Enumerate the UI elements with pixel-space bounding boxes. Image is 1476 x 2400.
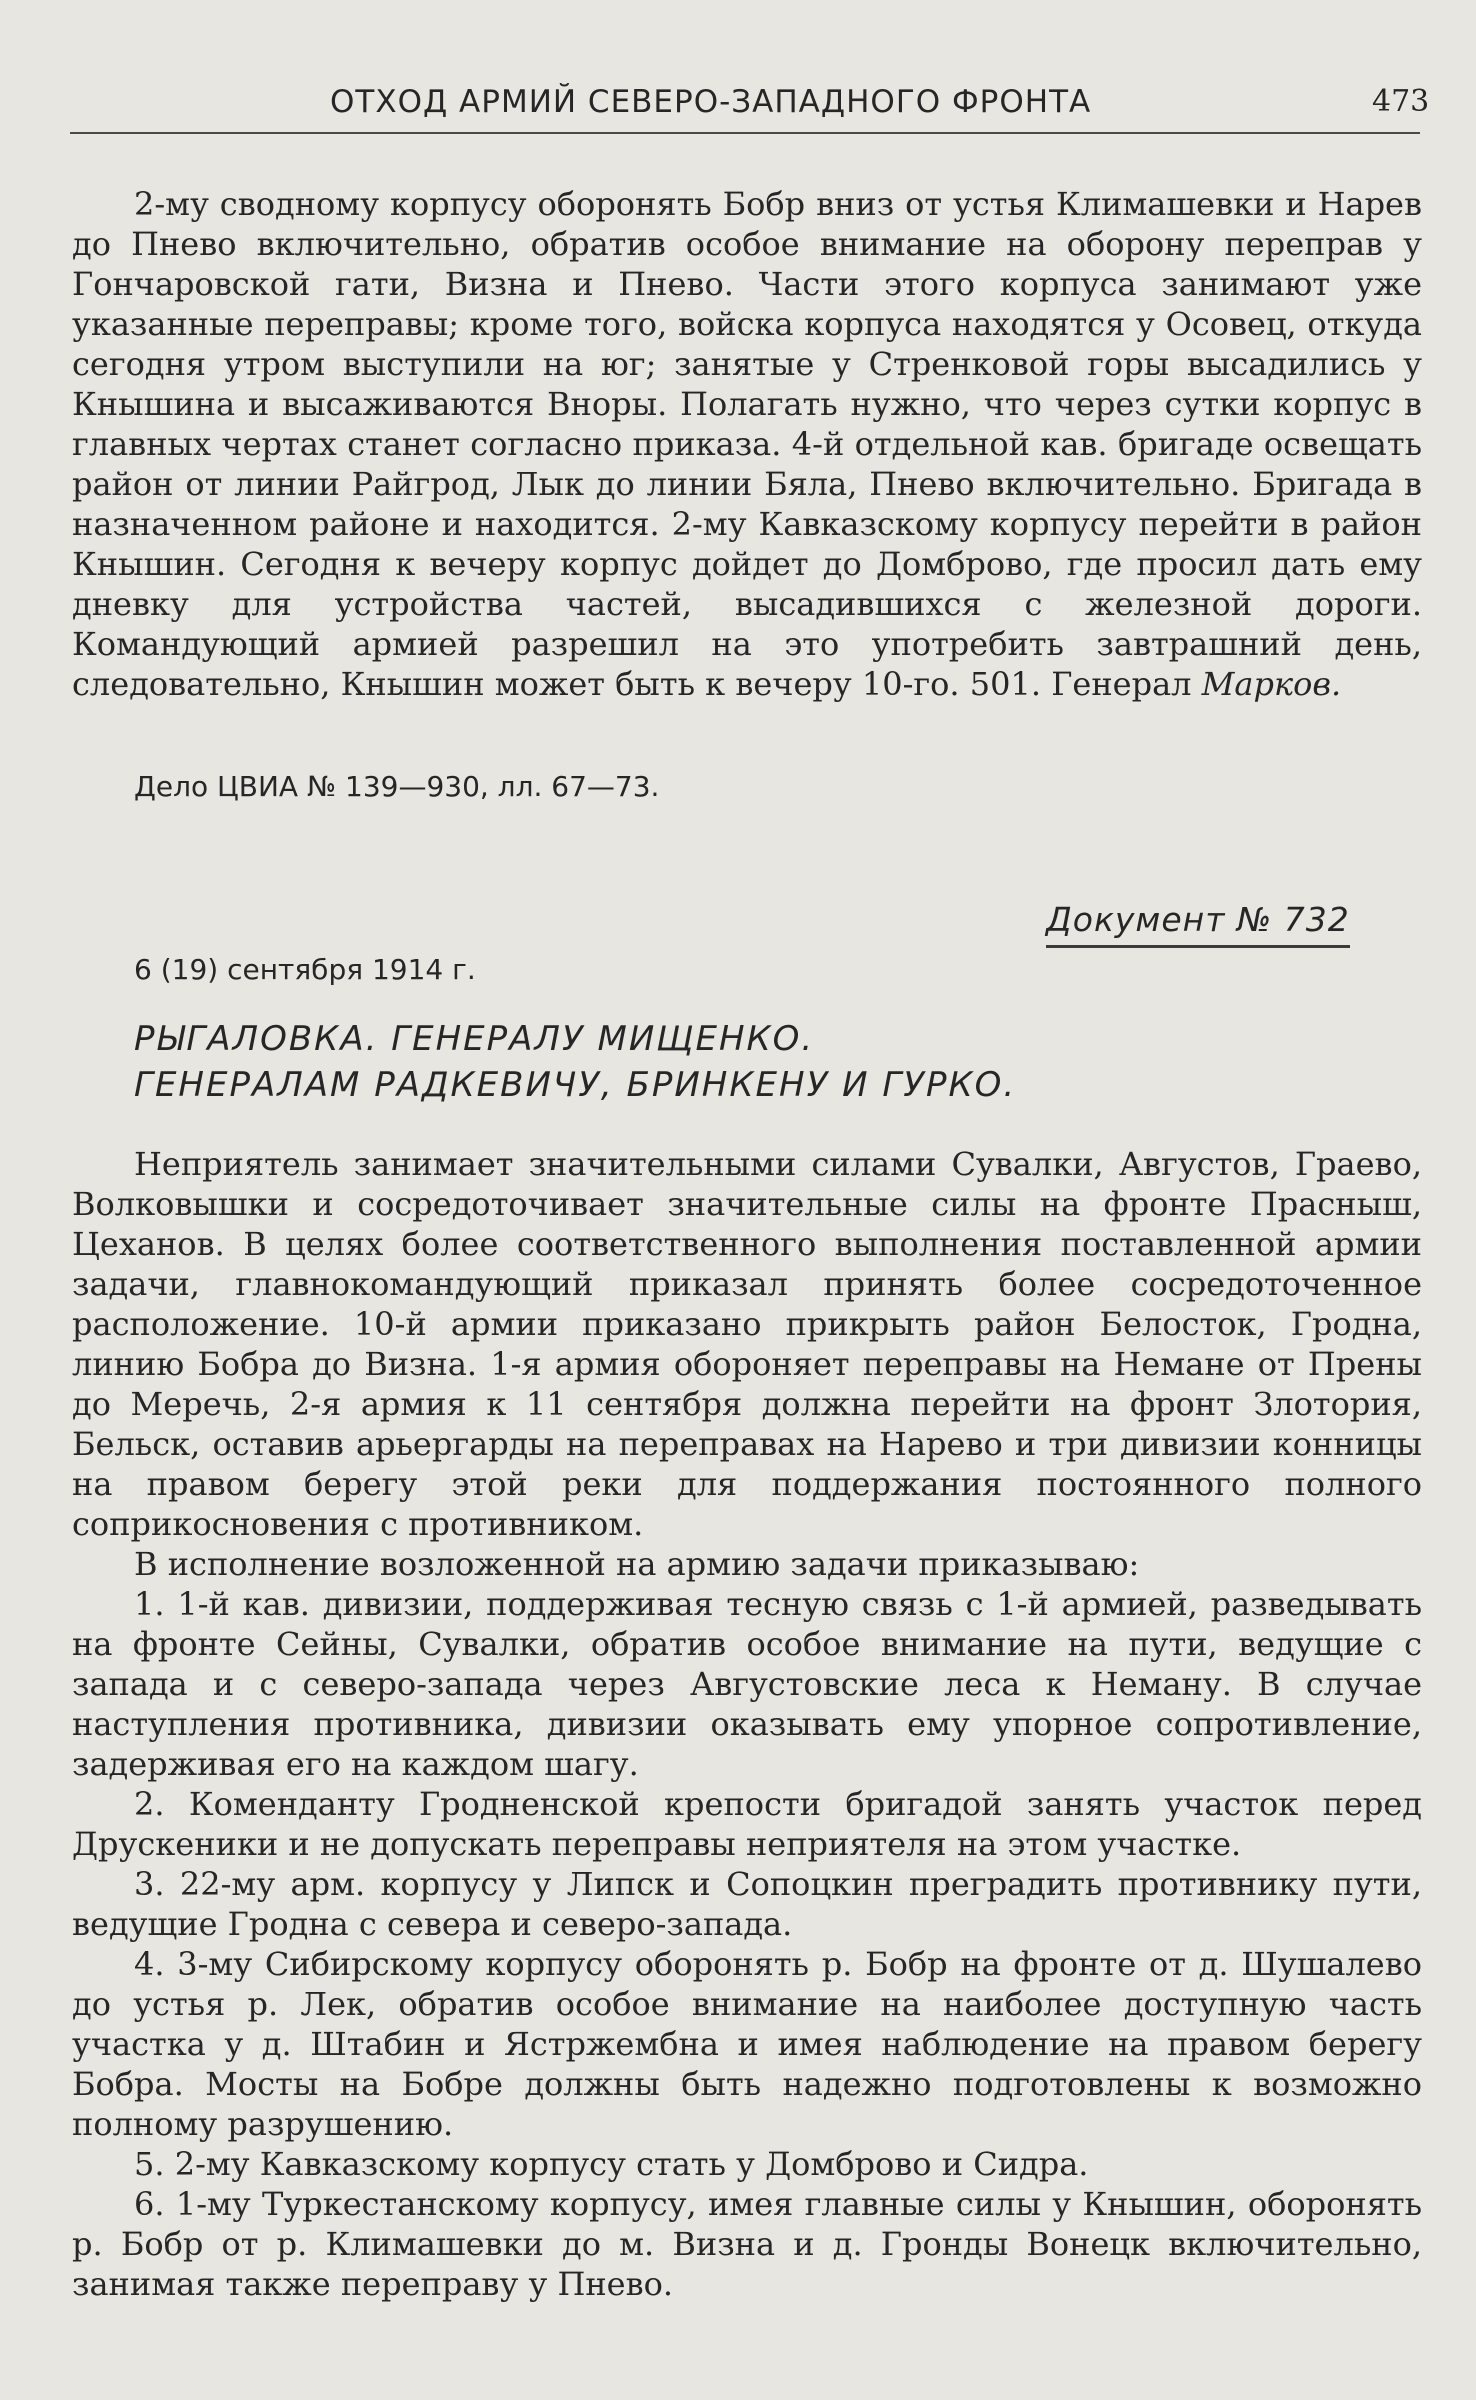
order-item: 6. 1-му Туркестанскому корпусу, имея главные силы у Кнышин, оборонять р. Бобр от р. Климашевки до м. Визна и д. Гронды Вонецк включительно, занимая также переправу у Пнево. (72, 2185, 1422, 2303)
body-paragraph: В исполнение возложенной на армию задачи приказываю: (134, 1545, 1140, 1583)
document-body (72, 1144, 1422, 2304)
addressee-line: ГЕНЕРАЛАМ РАДКЕВИЧУ, БРИНКЕНУ И ГУРКО. (134, 1065, 1017, 1105)
order-item: 5. 2-му Кавказскому корпусу стать у Домброво и Сидра. (134, 2145, 1089, 2183)
archive-reference: Дело ЦВИА № 139—930, лл. 67—73. (134, 770, 660, 803)
body-paragraph: Неприятель занимает значительными силами Сувалки, Августов, Граево, Волковышки и сосредоточивает значительные силы на фронте Прасныш, Цеханов. В целях более соответственного выполнения поставленной армии задачи, главнокомандующий приказал принять более сосредоточенное расположение. 10-й армии приказано прикрыть район Белосток, Гродна, линию Бобра до Визна. 1-я армия обороняет переправы на Немане от Прены до Меречь, 2-я армия к 11 сентября должна перейти на фронт Злотория, Бельск, оставив арьергарды на переправах на Нарево и три дивизии конницы на правом берегу этой реки для поддержания постоянного полного соприкосновения с противником. (72, 1145, 1422, 1543)
document-date: 6 (19) сентября 1914 г. (134, 953, 476, 986)
continued-paragraph-text: 2-му сводному корпусу оборонять Бобр вниз от устья Климашевки и Нарев до Пнево включительно, обратив особое внимание на оборону переправ у Гончаровской гати, Визна и Пнево. Части этого корпуса занимают уже указанные переправы; кроме того, войска корпуса находятся у Осовец, откуда сегодня утром выступили на юг; занятые у Стренковой горы высадились у Кнышина и высаживаются Вноры. Полагать нужно, что через сутки корпус в главных чертах станет согласно приказа. 4-й отдельной кав. бригаде освещать район от линии Райгрод, Лык до линии Бяла, Пнево включительно. Бригада в назначенном районе и находится. 2-му Кавказскому корпусу перейти в район Кнышин. Сегодня к вечеру корпус дойдет до Домброво, где просил дать ему дневку для устройства частей, высадившихся с железной дороги. Командующий армией разрешил на это употребить завтрашний день, следовательно, Кнышин может быть к вечеру 10-го. 501. Генерал (72, 185, 1422, 703)
header-rule (70, 132, 1420, 134)
addressee-line: РЫГАЛОВКА. ГЕНЕРАЛУ МИЩЕНКО. (134, 1019, 815, 1059)
addressee-block (134, 1016, 1334, 1108)
order-item: 2. Коменданту Гродненской крепости бригадой занять участок перед Друскеники и не допускать переправы неприятеля на этом участке. (72, 1785, 1422, 1863)
top-section (72, 184, 1422, 704)
running-header-title: ОТХОД АРМИЙ СЕВЕРО-ЗАПАДНОГО ФРОНТА (330, 84, 1092, 120)
continued-paragraph (72, 184, 1422, 704)
order-item: 4. 3-му Сибирскому корпусу оборонять р. Бобр на фронте от д. Шушалево до устья р. Лек, обратив особое внимание на наиболее доступную часть участка у д. Штабин и Ястржембна и имея наблюдение на правом берегу Бобра. Мосты на Бобре должны быть надежно подготовлены к возможно полному разрушению. (72, 1945, 1422, 2143)
page-number: 473 (1372, 84, 1430, 119)
order-item: 3. 22-му арм. корпусу у Липск и Сопоцкин преградить противнику пути, ведущие Гродна с севера и северо-запада. (72, 1865, 1422, 1943)
signature: Марков. (1201, 665, 1342, 703)
order-item: 1. 1-й кав. дивизии, поддерживая тесную связь с 1-й армией, разведывать на фронте Сейны, Сувалки, обратив особое внимание на пути, ведущие с запада и с северо-запада через Августовские леса к Неману. В случае наступления противника, дивизии оказывать ему упорное сопротивление, задерживая его на каждом шагу. (72, 1585, 1422, 1783)
document-number: Документ № 732 (1046, 900, 1350, 948)
